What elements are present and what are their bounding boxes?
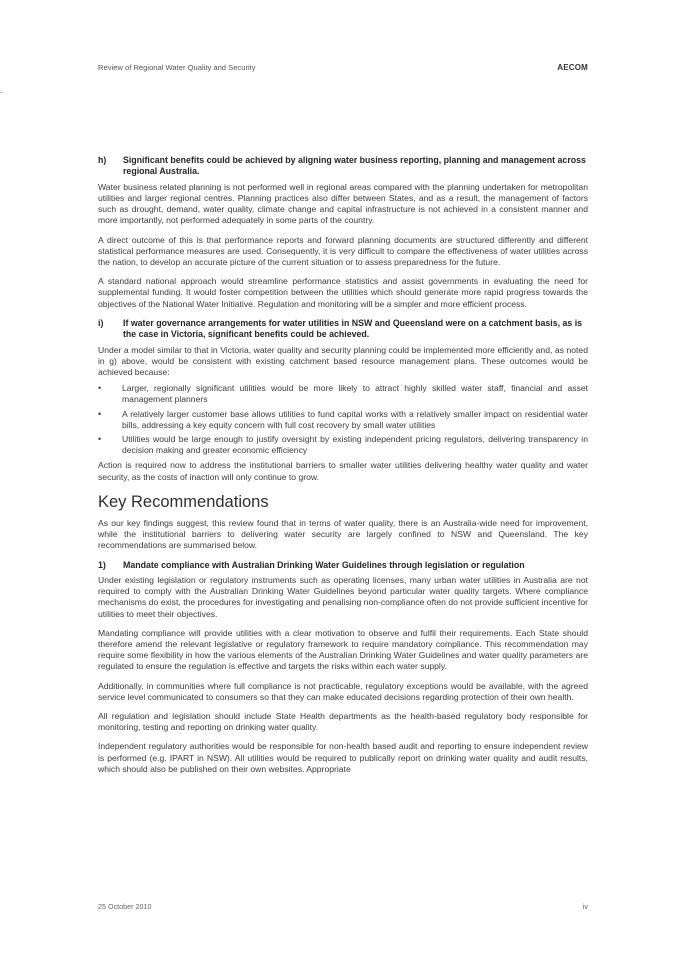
page-content	[98, 155, 588, 783]
list-item	[98, 409, 588, 431]
running-header	[98, 63, 588, 72]
finding-h-paragraph: A direct outcome of this is that performance reports and forward planning documents are structured differently and different statistical performance measures are used. Consequently, it is very difficult to compare the effectiveness of water utilities across the nation, to develop an accurate picture of the current situation or to assess preparedness for the future.	[98, 234, 588, 268]
recommendation-1-paragraph: Additionally, in communities where full compliance is not practicable, regulatory exceptions would be available, with the agreed service level communicated to consumers so that they can make educated decisions regarding protection of their own health.	[98, 680, 588, 702]
bullet-text: A relatively larger customer base allows utilities to fund capital works with a relatively smaller impact on residential water bills, addressing a key equity concern with full cost recovery by small water utilities	[122, 408, 588, 430]
list-item	[98, 383, 588, 405]
finding-h-paragraph: Water business related planning is not performed well in regional areas compared with the planning undertaken for metropolitan utilities and larger regional centres. Planning practices also differ between States, and as a result, the management of factors such as drought, demand, water quality, climate change and capital infrastructure is not achieved in a consistent manner and more importantly, not performed adequately in some parts of the country.	[98, 181, 588, 226]
bullet-text: Utilities would be large enough to justify oversight by existing independent pricing regulators, delivering transparency in decision making and greater economic efficiency	[122, 434, 588, 456]
bullet-icon: •	[98, 408, 102, 419]
key-recommendations-intro: As our key findings suggest, this review found that in terms of water quality, there is an Australia-wide need for improvement, while the institutional barriers to delivering water security are largely confined to NSW and Queensland. The key recommendations are summarised below.	[98, 517, 588, 551]
header-brand: AECOM	[557, 63, 588, 72]
running-footer	[98, 902, 588, 911]
finding-i-closing: Action is required now to address the institutional barriers to smaller water utilities delivering healthy water quality and water security, as the costs of inaction will only continue to grow.	[98, 460, 588, 482]
page-number: iv	[582, 902, 588, 911]
finding-i-number: i)	[98, 317, 104, 328]
recommendation-1-paragraph: Mandating compliance will provide utilities with a clear motivation to observe and fulfil their requirements. Each State should therefore amend the relevant legislative or regulatory framework to require mandatory compliance. This recommendation may require some flexibility in how the various elements of the Australian Drinking Water Guidelines and water quality parameters are regulated to ensure the regulation is effective and targets the risks within each water supply.	[98, 627, 588, 672]
recommendation-1-number: 1)	[98, 559, 106, 570]
section-title-key-recommendations: Key Recommendations	[98, 492, 269, 511]
bullet-icon: •	[98, 383, 102, 394]
finding-h-number: h)	[98, 155, 107, 165]
recommendation-1-title: Mandate compliance with Australian Drinking Water Guidelines through legislation or regulation	[123, 559, 525, 570]
recommendation-1-paragraph: All regulation and legislation should include State Health departments as the health-based regulatory body responsible for monitoring, testing and reporting on drinking water quality.	[98, 710, 588, 733]
finding-i-bullet-list	[98, 383, 588, 456]
bullet-icon: •	[98, 434, 102, 445]
header-title: Review of Regional Water Quality and Security	[98, 63, 256, 72]
finding-h-paragraph: A standard national approach would streamline performance statistics and assist governments in evaluating the need for supplemental funding. It would foster competition between the utilities which should generate more rapid progress towards the objectives of the National Water Initiative. Regulation and monitoring will be a simpler and more efficient process.	[98, 276, 588, 309]
list-item	[98, 434, 588, 456]
finding-h-heading	[98, 155, 588, 178]
bullet-text: Larger, regionally significant utilities would be more likely to attract highly skilled water staff, financial and asset management planners	[122, 383, 588, 405]
finding-i-intro: Under a model similar to that in Victoria, water quality and security planning could be implemented more efficiently and, as noted in g) above, would be consistent with existing catchment based resource management plans. These outcomes would be achieved because:	[98, 344, 588, 378]
scan-edge-mark	[0, 92, 3, 93]
recommendation-1-paragraph: Independent regulatory authorities would be responsible for non-health based audit and reporting to ensure independent review is performed (e.g. IPART in NSW). All utilities would be required to publically report on drinking water quality and audit results, which should also be published on their own websites. Appropriate	[98, 741, 588, 774]
finding-i-heading	[98, 318, 588, 341]
recommendation-1-paragraph: Under existing legislation or regulatory instruments such as operating licenses, many urban water utilities in Australia are not required to comply with the Australian Drinking Water Guidelines beyond particular water quality targets. Where compliance mechanisms do exist, the procedures for investigating and penalising non-compliance often do not provide sufficient incentive for utilities to meet their objectives.	[98, 574, 588, 619]
finding-i-title: If water governance arrangements for water utilities in NSW and Queensland were on a catchment basis, as is the case in Victoria, significant benefits could be achieved.	[123, 317, 583, 340]
finding-h-title: Significant benefits could be achieved by aligning water business reporting, planning and management across regional Australia.	[123, 155, 586, 177]
footer-date: 25 October 2010	[98, 902, 152, 911]
recommendation-1-heading	[98, 560, 588, 571]
